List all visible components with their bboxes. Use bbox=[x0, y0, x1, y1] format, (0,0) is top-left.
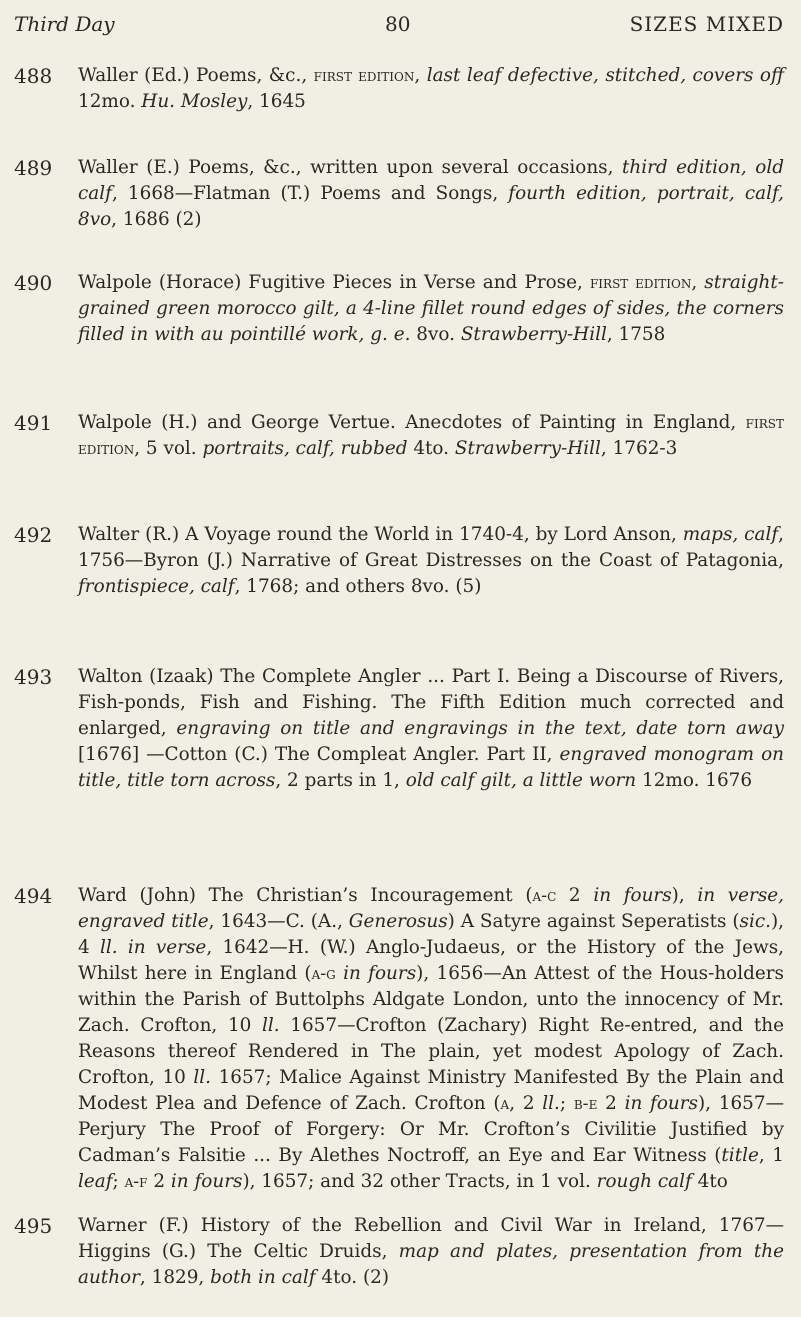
lot-text-segment: Walpole (Horace) Fugitive Pieces in Verse and Prose, bbox=[78, 272, 590, 293]
lot-text-segment: sic. bbox=[739, 911, 771, 932]
lot-text-segment: ll. bbox=[193, 1067, 212, 1088]
lot-text-segment: a-c bbox=[532, 886, 557, 906]
lot-text-segment: , 2 bbox=[509, 1093, 543, 1114]
lot-text-segment: , 1768; and others 8vo. (5) bbox=[234, 576, 482, 597]
lot-text-segment: , 2 parts in 1, bbox=[275, 770, 406, 791]
lot-text-segment: 1657; Malice Against Ministry Manifested By the Plain and Modest Plea and Defence of Zach. Crofton ( bbox=[78, 1067, 784, 1114]
lot-text-segment: straight-grained green morocco gilt, a 4-line fillet round edges of sides, the corners filled in with au pointillé work, g. e. bbox=[78, 272, 784, 345]
lot-number: 493 bbox=[14, 665, 53, 689]
lot-text-segment: , 5 vol. bbox=[134, 438, 203, 459]
lot-text-segment: Ward (John) The Christian’s Incouragement ( bbox=[78, 885, 533, 906]
lot-text-segment: ll. bbox=[542, 1093, 560, 1114]
lot-number: 494 bbox=[14, 884, 53, 908]
lot-text-segment: , 1643—C. (A., bbox=[208, 911, 349, 932]
lot-text-segment: , 1645 bbox=[247, 91, 306, 112]
lot-description bbox=[78, 1213, 784, 1291]
lot-description bbox=[78, 155, 784, 233]
lot-text-segment: Walpole (H.) and George Vertue. Anecdotes of Painting in England, bbox=[78, 412, 746, 433]
lot-text-segment: old calf gilt, a little worn bbox=[405, 770, 637, 791]
lot-text-segment: a-g bbox=[311, 964, 336, 984]
lot-text-segment: a-f bbox=[124, 1172, 148, 1192]
lot-description bbox=[78, 883, 784, 1195]
lot-description bbox=[78, 410, 784, 462]
lot-text-segment: 2 bbox=[147, 1171, 171, 1192]
lot-text-segment: , 1668—Flatman (T.) Poems and Songs, bbox=[111, 183, 509, 204]
lot-text-segment: in fours bbox=[593, 885, 672, 906]
lot-text-segment: Strawberry-Hill bbox=[454, 438, 601, 459]
lot-description bbox=[78, 522, 784, 600]
running-header bbox=[14, 0, 784, 40]
lot-text-segment: ), 1657—Perjury The Proof of Forgery: Or Mr. Crofton’s Civilitie Justified by Cadman’s Falsitie ... By Alethes Noctroff, an Eye and Ear Witness ( bbox=[78, 1093, 784, 1166]
lot-text-segment: first edition bbox=[313, 66, 415, 86]
lot-text-segment: [1676] —Cotton (C.) The Compleat Angler. Part II, bbox=[78, 744, 560, 765]
lot-text-segment: frontispiece, calf bbox=[78, 576, 235, 597]
lot-text-segment: Waller (Ed.) Poems, &c., bbox=[78, 65, 314, 86]
lot-text-segment: , 1642—H. (W.) Anglo-Judaeus, or the History of the Jews, Whilst here in England ( bbox=[78, 937, 785, 984]
lot-text-segment: 4to. bbox=[407, 438, 455, 459]
lot-text-segment: , 1829, bbox=[139, 1267, 211, 1288]
lot-text-segment: 1657—Crofton (Zachary) Right Re-entred, and the Reasons thereof Rendered in The plain, yet modest Apology of Zach. Crofton, 10 bbox=[78, 1015, 784, 1088]
lot-number: 490 bbox=[14, 271, 53, 295]
lot-description bbox=[78, 664, 784, 794]
lot-text-segment: first edition bbox=[589, 273, 692, 293]
lot-text-segment: map and plates, presentation from the author bbox=[78, 1241, 785, 1288]
lot-text-segment: third edition, old calf bbox=[78, 157, 784, 204]
lot-text-segment: title bbox=[721, 1145, 759, 1166]
lot-text-segment: first edition bbox=[78, 413, 784, 459]
lot-description bbox=[78, 63, 784, 115]
lot-text-segment: leaf bbox=[78, 1171, 113, 1192]
lot-text-segment: both in calf bbox=[210, 1267, 316, 1288]
lot-text-segment: last leaf defective, stitched, covers off bbox=[426, 65, 784, 86]
lot-description bbox=[78, 270, 784, 348]
lot-text-segment: ll. in verse bbox=[100, 937, 207, 958]
lot-text-segment: Hu. Mosley bbox=[141, 91, 248, 112]
lot-text-segment: 12mo. 1676 bbox=[636, 770, 753, 791]
lot-text-segment: ll. bbox=[262, 1015, 280, 1036]
lot-text-segment: ; bbox=[112, 1171, 125, 1192]
lot-text-segment: , 1756—Byron (J.) Narrative of Great Distresses on the Coast of Patagonia, bbox=[78, 524, 784, 571]
lot-text-segment: ), bbox=[671, 885, 698, 906]
lot-text-segment: in verse, engraved title bbox=[78, 885, 784, 932]
lot-text-segment bbox=[336, 963, 343, 984]
lot-text-segment: portraits, calf, rubbed bbox=[202, 438, 408, 459]
lot-number: 492 bbox=[14, 523, 53, 547]
lot-text-segment: 2 bbox=[556, 885, 594, 906]
lot-text-segment: engraved monogram on title, title torn across bbox=[78, 744, 784, 791]
lot-text-segment: Waller (E.) Poems, &c., written upon several occasions, bbox=[78, 157, 622, 178]
lot-text-segment: Walter (R.) A Voyage round the World in 1740-4, by Lord Anson, bbox=[78, 524, 683, 545]
lot-text-segment: Warner (F.) History of the Rebellion and Civil War in Ireland, 1767—Higgins (G.) The Celtic Druids, bbox=[78, 1215, 784, 1262]
lot-text-segment: in fours bbox=[624, 1093, 698, 1114]
lot-text-segment: ), 4 bbox=[78, 911, 784, 958]
lot-text-segment: 2 bbox=[597, 1093, 625, 1114]
lot-text-segment: 4to. (2) bbox=[315, 1267, 389, 1288]
lot-number: 488 bbox=[14, 64, 53, 88]
lot-number: 489 bbox=[14, 156, 53, 180]
lot-text-segment: a bbox=[500, 1094, 510, 1114]
lot-text-segment: ) A Satyre against Seperatists ( bbox=[447, 911, 740, 932]
lot-text-segment: ), 1656—An Attest of the Hous-holders within the Parish of Buttolphs Aldgate London, unto the innocency of Mr. Zach. Crofton, 10 bbox=[78, 963, 784, 1036]
lot-text-segment: 8vo. bbox=[410, 324, 461, 345]
lot-text-segment: 4to bbox=[691, 1171, 728, 1192]
lot-text-segment: , 1686 (2) bbox=[111, 209, 202, 230]
lot-text-segment: engraving on title and engravings in the text, date torn away bbox=[176, 718, 784, 739]
lot-text-segment: in fours bbox=[343, 963, 417, 984]
lot-text-segment: ), 1657; and 32 other Tracts, in 1 vol. bbox=[242, 1171, 597, 1192]
lot-number: 491 bbox=[14, 411, 53, 435]
lot-text-segment: , bbox=[414, 65, 427, 86]
lot-text-segment: , 1758 bbox=[606, 324, 666, 345]
lot-text-segment: 12mo. bbox=[78, 91, 142, 112]
lot-text-segment: , 1 bbox=[758, 1145, 784, 1166]
lot-text-segment: Strawberry-Hill bbox=[460, 324, 607, 345]
lot-text-segment: Generosus bbox=[348, 911, 448, 932]
lot-text-segment: ; bbox=[559, 1093, 574, 1114]
lot-text-segment: fourth edition, portrait, calf, 8vo bbox=[78, 183, 785, 230]
header-day: Third Day bbox=[14, 12, 115, 36]
lot-text-segment: maps, calf bbox=[682, 524, 779, 545]
header-section: SIZES MIXED bbox=[629, 12, 784, 36]
lot-text-segment: Walton (Izaak) The Complete Angler ... Part I. Being a Discourse of Rivers, Fish-ponds, Fish and Fishing. The Fifth Edition much corrected and enlarged, bbox=[78, 666, 784, 739]
page-number: 80 bbox=[385, 12, 411, 36]
lot-text-segment: b-e bbox=[573, 1094, 598, 1114]
lot-text-segment: , 1762-3 bbox=[600, 438, 678, 459]
lot-number: 495 bbox=[14, 1214, 53, 1238]
lot-text-segment: in fours bbox=[170, 1171, 243, 1192]
lot-text-segment: rough calf bbox=[596, 1171, 692, 1192]
lot-text-segment: , bbox=[691, 272, 705, 293]
